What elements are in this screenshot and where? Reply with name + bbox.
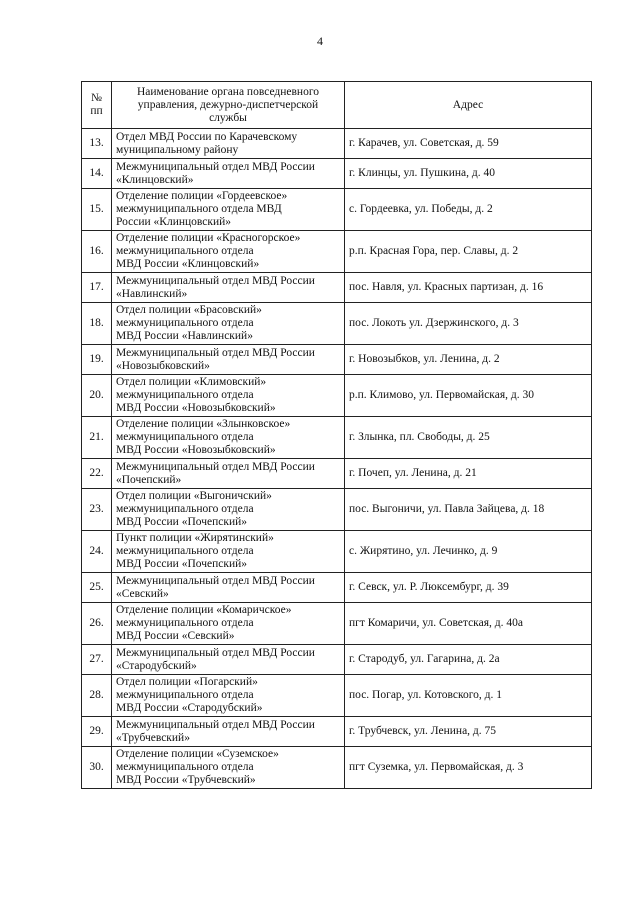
row-address: пос. Погар, ул. Котовского, д. 1 bbox=[345, 675, 592, 717]
row-number: 16. bbox=[82, 231, 112, 273]
unit-name-line: Отдел полиции «Выгоничский» bbox=[116, 490, 272, 502]
row-number: 25. bbox=[82, 573, 112, 603]
row-address: с. Жирятино, ул. Лечинко, д. 9 bbox=[345, 531, 592, 573]
header-number-line: № bbox=[91, 92, 102, 104]
table-row bbox=[82, 747, 592, 789]
unit-name-line: межмуниципального отдела bbox=[116, 761, 254, 773]
row-address: р.п. Красная Гора, пер. Славы, д. 2 bbox=[345, 231, 592, 273]
unit-name-line: Отдел МВД России по Карачевскому bbox=[116, 130, 298, 143]
row-address: с. Гордеевка, ул. Победы, д. 2 bbox=[345, 189, 592, 231]
page-number: 4 bbox=[317, 34, 323, 48]
row-number: 27. bbox=[82, 645, 112, 675]
unit-name-line: «Новозыбковский» bbox=[116, 359, 210, 372]
unit-name-line: межмуниципального отдела bbox=[116, 545, 254, 557]
row-unit-name bbox=[112, 573, 345, 603]
unit-name-line: МВД России «Клинцовский» bbox=[116, 258, 260, 270]
row-number: 26. bbox=[82, 603, 112, 645]
row-number: 14. bbox=[82, 159, 112, 189]
table-row bbox=[82, 489, 592, 531]
row-number: 15. bbox=[82, 189, 112, 231]
row-address: г. Севск, ул. Р. Люксембург, д. 39 bbox=[345, 573, 592, 603]
table-row bbox=[82, 531, 592, 573]
table-row bbox=[82, 345, 592, 375]
unit-name-line: Межмуниципальный отдел МВД России bbox=[116, 646, 315, 659]
unit-name-line: Отдел полиции «Климовский» bbox=[116, 376, 267, 388]
row-address: пос. Навля, ул. Красных партизан, д. 16 bbox=[345, 273, 592, 303]
table-row bbox=[82, 573, 592, 603]
row-number: 18. bbox=[82, 303, 112, 345]
row-unit-name bbox=[112, 159, 345, 189]
row-address: пос. Локоть ул. Дзержинского, д. 3 bbox=[345, 303, 592, 345]
header-address: Адрес bbox=[345, 82, 592, 129]
unit-name-line: «Почепский» bbox=[116, 473, 182, 486]
table-row bbox=[82, 603, 592, 645]
table-row bbox=[82, 717, 592, 747]
table-row bbox=[82, 675, 592, 717]
unit-name-line: «Стародубский» bbox=[116, 659, 197, 672]
unit-name-line: межмуниципального отдела bbox=[116, 503, 254, 515]
row-number: 21. bbox=[82, 417, 112, 459]
row-address: г. Почеп, ул. Ленина, д. 21 bbox=[345, 459, 592, 489]
row-number: 30. bbox=[82, 747, 112, 789]
row-address: г. Клинцы, ул. Пушкина, д. 40 bbox=[345, 159, 592, 189]
unit-name-line: Межмуниципальный отдел МВД России bbox=[116, 346, 315, 359]
header-name bbox=[112, 82, 345, 129]
unit-name-line: межмуниципального отдела bbox=[116, 245, 254, 257]
unit-name-line: межмуниципального отдела bbox=[116, 689, 254, 701]
table-row bbox=[82, 459, 592, 489]
row-address: г. Новозыбков, ул. Ленина, д. 2 bbox=[345, 345, 592, 375]
row-number: 28. bbox=[82, 675, 112, 717]
header-name-line: управления, дежурно-диспетчерской bbox=[137, 98, 319, 111]
unit-name-line: Межмуниципальный отдел МВД России bbox=[116, 460, 315, 473]
row-unit-name bbox=[112, 489, 345, 531]
unit-name-line: Межмуниципальный отдел МВД России bbox=[116, 274, 315, 287]
table-row bbox=[82, 417, 592, 459]
unit-name-line: Отделение полиции «Злынковское» bbox=[116, 418, 291, 430]
unit-name-line: Отделение полиции «Суземское» bbox=[116, 748, 279, 760]
row-unit-name bbox=[112, 303, 345, 345]
row-address: р.п. Климово, ул. Первомайская, д. 30 bbox=[345, 375, 592, 417]
row-number: 22. bbox=[82, 459, 112, 489]
unit-name-line: Отдел полиции «Погарский» bbox=[116, 676, 258, 688]
table-row bbox=[82, 645, 592, 675]
row-address: г. Карачев, ул. Советская, д. 59 bbox=[345, 129, 592, 159]
unit-name-line: МВД России «Севский» bbox=[116, 630, 235, 642]
row-unit-name bbox=[112, 531, 345, 573]
unit-name-line: МВД России «Трубчевский» bbox=[116, 774, 256, 786]
table-row bbox=[82, 189, 592, 231]
row-unit-name bbox=[112, 345, 345, 375]
row-number: 19. bbox=[82, 345, 112, 375]
row-unit-name bbox=[112, 129, 345, 159]
row-number: 24. bbox=[82, 531, 112, 573]
table-row bbox=[82, 273, 592, 303]
unit-name-line: «Трубчевский» bbox=[116, 731, 190, 744]
unit-name-line: МВД России «Почепский» bbox=[116, 558, 248, 570]
unit-name-line: МВД России «Новозыбковский» bbox=[116, 444, 276, 456]
unit-name-line: Отдел полиции «Брасовский» bbox=[116, 304, 262, 316]
header-number bbox=[82, 82, 112, 129]
row-address: пос. Выгоничи, ул. Павла Зайцева, д. 18 bbox=[345, 489, 592, 531]
row-address: г. Трубчевск, ул. Ленина, д. 75 bbox=[345, 717, 592, 747]
table-row bbox=[82, 375, 592, 417]
header-name-line: службы bbox=[209, 111, 247, 124]
row-address: г. Стародуб, ул. Гагарина, д. 2а bbox=[345, 645, 592, 675]
unit-name-line: «Севский» bbox=[116, 587, 169, 600]
table-header-row bbox=[82, 82, 592, 129]
unit-name-line: МВД России «Стародубский» bbox=[116, 702, 263, 714]
unit-name-line: Межмуниципальный отдел МВД России bbox=[116, 718, 315, 731]
row-number: 23. bbox=[82, 489, 112, 531]
table-row bbox=[82, 303, 592, 345]
unit-name-line: «Навлинский» bbox=[116, 287, 188, 300]
row-unit-name bbox=[112, 375, 345, 417]
table-row bbox=[82, 129, 592, 159]
row-unit-name bbox=[112, 717, 345, 747]
row-unit-name bbox=[112, 459, 345, 489]
unit-name-line: муниципальному району bbox=[116, 143, 239, 156]
unit-name-line: межмуниципального отдела МВД bbox=[116, 203, 282, 215]
row-number: 20. bbox=[82, 375, 112, 417]
row-address: пгт Суземка, ул. Первомайская, д. 3 bbox=[345, 747, 592, 789]
unit-name-line: Пункт полиции «Жирятинский» bbox=[116, 532, 274, 544]
unit-name-line: Отделение полиции «Гордеевское» bbox=[116, 190, 288, 202]
row-unit-name bbox=[112, 645, 345, 675]
row-number: 17. bbox=[82, 273, 112, 303]
row-unit-name bbox=[112, 231, 345, 273]
unit-name-line: межмуниципального отдела bbox=[116, 389, 254, 401]
unit-name-line: России «Клинцовский» bbox=[116, 216, 232, 228]
header-name-line: Наименование органа повседневного bbox=[136, 85, 320, 98]
unit-name-line: Отделение полиции «Красногорское» bbox=[116, 232, 301, 244]
row-address: г. Злынка, пл. Свободы, д. 25 bbox=[345, 417, 592, 459]
unit-name-line: МВД России «Новозыбковский» bbox=[116, 402, 276, 414]
row-unit-name bbox=[112, 603, 345, 645]
table-row bbox=[82, 159, 592, 189]
row-unit-name bbox=[112, 273, 345, 303]
unit-name-line: межмуниципального отдела bbox=[116, 617, 254, 629]
unit-name-line: «Клинцовский» bbox=[116, 173, 194, 186]
row-unit-name bbox=[112, 747, 345, 789]
row-unit-name bbox=[112, 417, 345, 459]
row-unit-name bbox=[112, 189, 345, 231]
unit-name-line: МВД России «Почепский» bbox=[116, 516, 248, 528]
police-units-table bbox=[81, 81, 592, 789]
header-number-line: пп bbox=[90, 105, 103, 117]
unit-name-line: межмуниципального отдела bbox=[116, 317, 254, 329]
row-number: 29. bbox=[82, 717, 112, 747]
row-address: пгт Комаричи, ул. Советская, д. 40а bbox=[345, 603, 592, 645]
unit-name-line: Межмуниципальный отдел МВД России bbox=[116, 160, 315, 173]
table-body bbox=[82, 129, 592, 789]
table-row bbox=[82, 231, 592, 273]
row-number: 13. bbox=[82, 129, 112, 159]
unit-name-line: Отделение полиции «Комаричское» bbox=[116, 604, 292, 616]
unit-name-line: межмуниципального отдела bbox=[116, 431, 254, 443]
unit-name-line: МВД России «Навлинский» bbox=[116, 330, 253, 342]
unit-name-line: Межмуниципальный отдел МВД России bbox=[116, 574, 315, 587]
row-unit-name bbox=[112, 675, 345, 717]
